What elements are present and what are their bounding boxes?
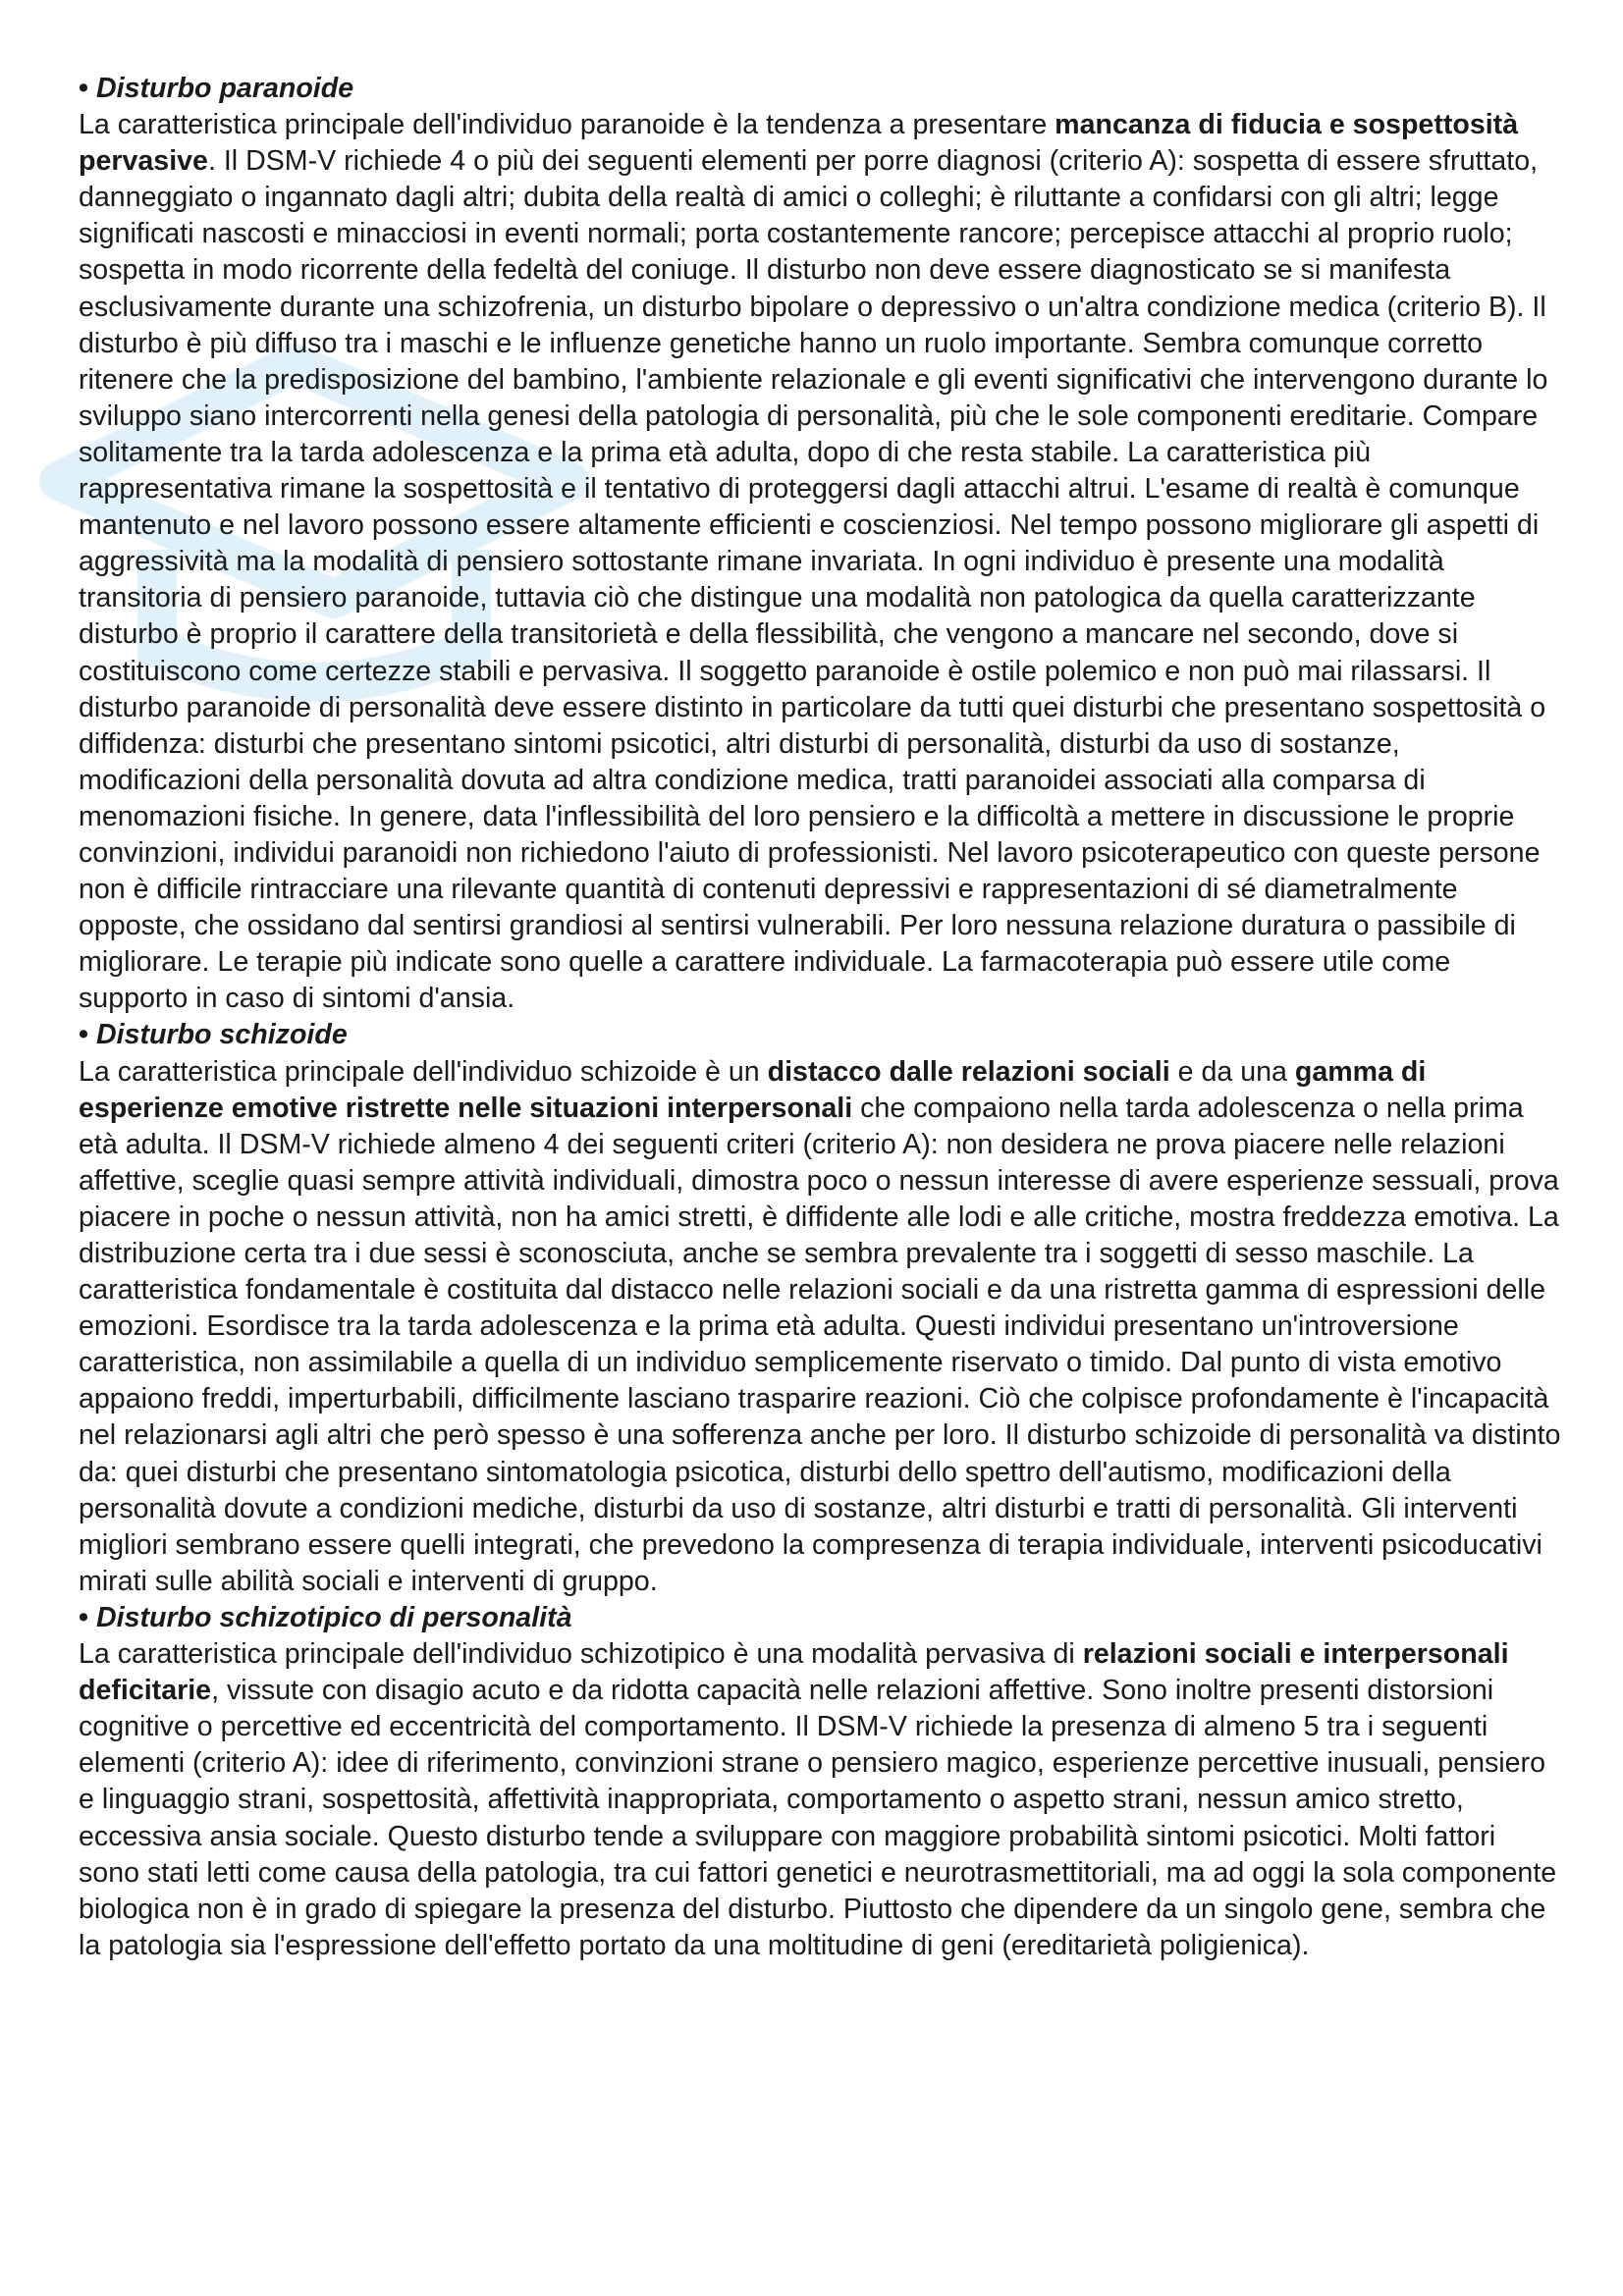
paragraph-bold-segment: gamma di esperienze emotive ristrette nelle situazioni interpersonali [79,1055,1427,1124]
bullet-icon: • [79,1019,89,1051]
heading-text: Disturbo schizoide [95,1019,348,1051]
paragraph-bold-segment: mancanza di fiducia e sospettosità pervasive [79,109,1519,178]
section-paranoid [79,71,1563,1017]
paragraph-segment: La caratteristica principale dell'individuo schizoide è un [79,1055,768,1088]
bullet-icon: • [79,73,89,104]
paragraph-bold-segment: relazioni sociali e interpersonali deficitarie [79,1638,1509,1707]
bullet-icon: • [79,1601,89,1633]
heading-text: Disturbo paranoide [95,73,354,104]
section-heading [79,71,1563,107]
section-schizotypal [79,1600,1563,1964]
section-paragraph [79,1636,1563,1964]
paragraph-segment: che compaiono nella tarda adolescenza o nella prima età adulta. Il DSM-V richiede almeno 4 dei seguenti criteri (criterio A): non desidera ne prova piacere nelle relazioni affettive, sceglie quasi sempre attività individuali, dimostra poco o nessun interesse di avere esperienze sessuali, prova piacere in poche o nessun attività, non ha amici stretti, è diffidente alle lodi e alle critiche, mostra freddezza emotiva. La distribuzione certa tra i due sessi è sconosciuta, anche se sembra prevalente tra i soggetti di sesso maschile. La caratteristica fondamentale è costituita dal distacco nelle relazioni sociali e da una ristretta gamma di espressioni delle emozioni. Esordisce tra la tarda adolescenza e la prima età adulta. Questi individui presentano un'introversione caratteristica, non assimilabile a quella di un individuo semplicemente riservato o timido. Dal punto di vista emotivo appaiono freddi, imperturbabili, difficilmente lasciano trasparire reazioni. Ciò che colpisce profondamente è l'incapacità nel relazionarsi agli altri che però spesso è una sofferenza anche per loro. Il disturbo schizoide di personalità va distinto da: quei disturbi che presentano sintomatologia psicotica, disturbi dello spettro dell'autismo, modificazioni della personalità dovute a condizioni mediche, disturbi da uso di sostanze, altri disturbi e tratti di personalità. Gli interventi migliori sembrano essere quelli integrati, che prevedono la compresenza di terapia individuale, interventi psicoducativi mirati sulle abilità sociali e interventi di gruppo. [79,1092,1561,1597]
paragraph-segment: La caratteristica principale dell'individuo paranoide è la tendenza a presentare [79,109,1055,141]
paragraph-segment: . Il DSM-V richiede 4 o più dei seguenti elementi per porre diagnosi (criterio A): sospetta di essere sfruttato, danneggiato o ingannato dagli altri; dubita della realtà di amici o colleghi; è riluttante a confidarsi con gli altri; legge significati nascosti e minacciosi in eventi normali; porta costantemente rancore; percepisce attacchi al proprio ruolo; sospetta in modo ricorrente della fedeltà del coniuge. Il disturbo non deve essere diagnosticato se si manifesta esclusivamente durante una schizofrenia, un disturbo bipolare o depressivo o un'altra condizione medica (criterio B). Il disturbo è più diffuso tra i maschi e le influenze genetiche hanno un ruolo importante. Sembra comunque corretto ritenere che la predisposizione del bambino, l'ambiente relazionale e gli eventi significativi che intervengono durante lo sviluppo siano intercorrenti nella genesi della patologia di personalità, più che le sole componenti ereditarie. Compare solitamente tra la tarda adolescenza e la prima età adulta, dopo di che resta stabile. La caratteristica più rappresentativa rimane la sospettosità e il tentativo di proteggersi dagli attacchi altrui. L'esame di realtà è comunque mantenuto e nel lavoro possono essere altamente efficienti e coscienziosi. Nel tempo possono migliorare gli aspetti di aggressività ma la modalità di pensiero sottostante rimane invariata. In ogni individuo è presente una modalità transitoria di pensiero paranoide, tuttavia ciò che distingue una modalità non patologica da quella caratterizzante disturbo è proprio il carattere della transitorietà e della flessibilità, che vengono a mancare nel secondo, dove si costituiscono come certezze stabili e pervasiva. Il soggetto paranoide è ostile polemico e non può mai rilassarsi. Il disturbo paranoide di personalità deve essere distinto in particolare da tutti quei disturbi che presentano sospettosità o diffidenza: disturbi che presentano sintomi psicotici, altri disturbi di personalità, disturbi da uso di sostanze, modificazioni della personalità dovuta ad altra condizione medica, tratti paranoidei associati alla comparsa di menomazioni fisiche. In genere, data l'inflessibilità del loro pensiero e la difficoltà a mettere in discussione le proprie convinzioni, individui paranoidi non richiedono l'aiuto di professionisti. Nel lavoro psicoterapeutico con queste persone non è difficile rintracciare una rilevante quantità di contenuti depressivi e rappresentazioni di sé diametralmente opposte, che ossidano dal sentirsi grandiosi al sentirsi vulnerabili. Per loro nessuna relazione duratura o passibile di migliorare. Le terapie più indicate sono quelle a carattere individuale. La farmacoterapia può essere utile come supporto in caso di sintomi d'ansia. [79,145,1548,1015]
section-paragraph [79,1054,1563,1600]
section-schizoid [79,1017,1563,1600]
section-heading [79,1017,1563,1053]
paragraph-bold-segment: distacco dalle relazioni sociali [767,1055,1170,1088]
paragraph-segment: , vissute con disagio acuto e da ridotta capacità nelle relazioni affettive. Sono inoltre presenti distorsioni cognitive o percettive ed eccentricità del comportamento. Il DSM-V richiede la presenza di almeno 5 tra i seguenti elementi (criterio A): idee di riferimento, convinzioni strane o pensiero magico, esperienze percettive inusuali, pensiero e linguaggio strani, sospettosità, affettività inappropriata, comportamento o aspetto strani, nessun amico stretto, eccessiva ansia sociale. Questo disturbo tende a sviluppare con maggiore probabilità sintomi psicotici. Molti fattori sono stati letti come causa della patologia, tra cui fattori genetici e neurotrasmettitoriali, ma ad oggi la sola componente biologica non è in grado di spiegare la presenza del disturbo. Piuttosto che dipendere da un singolo gene, sembra che la patologia sia l'espressione dell'effetto portato da una moltitudine di geni (ereditarietà poligienica). [79,1675,1557,1961]
heading-text: Disturbo schizotipico di personalità [95,1601,572,1633]
section-heading [79,1600,1563,1636]
paragraph-segment: e da una [1169,1055,1295,1088]
paragraph-segment: La caratteristica principale dell'individuo schizotipico è una modalità pervasiva di [79,1638,1083,1671]
document-page [79,71,1563,1964]
section-paragraph [79,107,1563,1017]
